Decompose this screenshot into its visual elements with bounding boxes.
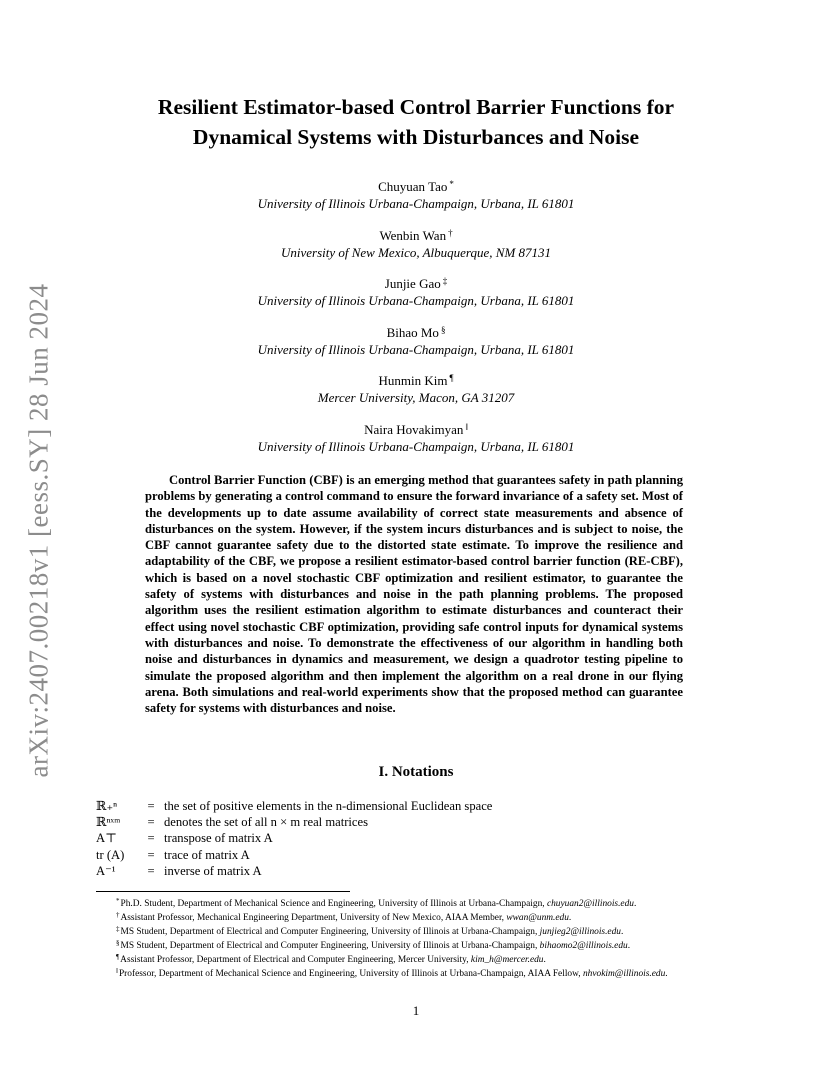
footnote-end: . — [620, 927, 624, 938]
author-affiliation: University of Illinois Urbana-Champaign, Urbana, IL 61801 — [257, 293, 575, 309]
author-name: Naira Hovakimyan — [364, 421, 464, 437]
notation-equals: = — [147, 847, 155, 862]
notation-row — [96, 863, 492, 879]
footnote-text: Assistant Professor, Mechanical Engineering Department, University of New Mexico, AIAA Member, — [120, 913, 507, 924]
notation-symbol: ℝ₊ⁿ — [96, 799, 118, 813]
notation-row — [96, 798, 492, 814]
author-footnote-mark: † — [448, 227, 453, 238]
footnote-mark: * — [116, 897, 120, 905]
notation-equals: = — [147, 863, 155, 878]
author-affiliation: University of New Mexico, Albuquerque, NM 87131 — [280, 244, 552, 260]
footnote-mark: ‖ — [116, 967, 118, 976]
author-affiliation: University of Illinois Urbana-Champaign, Urbana, IL 61801 — [257, 341, 575, 357]
page-number: 1 — [412, 1003, 420, 1018]
title-line-2: Dynamical Systems with Disturbances and Noise — [192, 125, 640, 149]
footnote-text: Ph.D. Student, Department of Mechanical Science and Engineering, University of Illinois at Urbana-Champaign, — [120, 899, 547, 909]
author-name: Junjie Gao — [384, 276, 441, 292]
author-affiliation: University of Illinois Urbana-Champaign, Urbana, IL 61801 — [257, 196, 575, 211]
author-affiliation: University of Illinois Urbana-Champaign, Urbana, IL 61801 — [257, 438, 575, 454]
footnote-end: . — [627, 941, 631, 952]
author-block — [96, 227, 736, 276]
arxiv-stamp — [14, 280, 64, 780]
author-block — [96, 324, 736, 373]
footnote-email: chuyuan2@illinois.edu — [546, 899, 634, 909]
author-block — [96, 275, 736, 324]
footnote-text: Professor, Department of Mechanical Science and Engineering, University of Illinois at Urbana-Champaign, AIAA Fellow, — [118, 969, 583, 980]
notation-equals: = — [147, 815, 155, 830]
notation-equals: = — [147, 831, 155, 846]
author-footnote-mark: ‖ — [465, 421, 468, 432]
notation-equals: = — [147, 799, 155, 813]
abstract: Control Barrier Function (CBF) is an emerging method that guarantees safety in path planning problems by generating a control command to ensure the forward invariance of a safety set. Most of the developments up to date assume availability of correct state measurements and absence of disturbances on the system. However, if the system incurs disturbances and is subject to noise, the CBF cannot guarantee safety due to the distorted state estimate. To improve the resilience and adaptability of the CBF, we propose a resilient estimator-based control barrier function (RE-CBF), which is based on a novel stochastic CBF optimization and resilient estimator, to guarantee the safety of systems with disturbances and noise in the path planning problems. The proposed algorithm uses the resilient estimation algorithm to estimate disturbances and counteract their effect using novel stochastic CBF optimization, providing safe control inputs for dynamical systems with disturbances and noise. To demonstrate the effectiveness of our algorithm in handling both noise and disturbances in dynamics and measurement, we design a quadrotor testing pipeline to simulate the proposed algorithm and then implement the algorithm on a real drone in our flying arena. Both simulations and real-world experiments show that the proposed method can guarantee safety for systems with disturbances and noise. — [145, 473, 683, 716]
notation-symbol: ℝⁿˣᵐ — [96, 815, 121, 830]
author-block — [96, 421, 736, 470]
footnote — [116, 911, 746, 925]
author-name: Wenbin Wan — [379, 227, 447, 243]
footnote-email: wwan@unm.edu — [506, 913, 569, 924]
footnote-end: . — [568, 913, 572, 924]
author-affiliation: Mercer University, Macon, GA 31207 — [317, 390, 515, 406]
author-footnote-mark: ‡ — [442, 276, 448, 287]
section-heading: I. Notations — [378, 764, 454, 780]
footnote-mark: § — [116, 939, 120, 948]
footnote-mark: ‡ — [116, 925, 120, 934]
footnote — [116, 925, 746, 939]
author-footnote-mark: § — [440, 324, 446, 335]
author-block — [96, 178, 736, 227]
footnote-divider — [96, 891, 350, 892]
footnote-end: . — [633, 899, 637, 909]
footnote-email: bihaomo2@illinois.edu — [539, 941, 628, 952]
footnote-email: kim_h@mercer.edu — [470, 955, 544, 966]
footnote-email: nhvokim@illinois.edu — [582, 969, 666, 980]
footnote-text: MS Student, Department of Electrical and Computer Engineering, University of Illinois at Urbana-Champaign, — [120, 941, 540, 952]
notation-symbol: tr (A) — [96, 847, 125, 862]
notation-table — [96, 798, 492, 879]
notation-row — [96, 814, 492, 830]
footnote-email: junjieg2@illinois.edu — [539, 927, 621, 938]
author-name: Bihao Mo — [386, 324, 439, 340]
author-name: Chuyuan Tao — [378, 179, 448, 194]
author-name: Hunmin Kim — [378, 373, 448, 389]
notation-definition: the set of positive elements in the n-dimensional Euclidean space — [164, 799, 493, 813]
footnote-mark: † — [116, 911, 120, 920]
footnotes — [116, 897, 746, 982]
notation-row — [96, 830, 492, 846]
notation-symbol: A⁻¹ — [96, 863, 116, 878]
notation-definition: inverse of matrix A — [164, 863, 262, 878]
notation-definition: trace of matrix A — [164, 847, 250, 862]
paper-title — [96, 92, 736, 152]
arxiv-identifier: arXiv:2407.00218v1 [eess.SY] 28 Jun 2024 — [23, 283, 54, 777]
author-footnote-mark: ¶ — [449, 373, 454, 384]
title-line-1: Resilient Estimator-based Control Barrier Functions for — [157, 95, 675, 119]
footnote-text: MS Student, Department of Electrical and Computer Engineering, University of Illinois at Urbana-Champaign, — [120, 927, 540, 938]
notation-definition: transpose of matrix A — [164, 831, 273, 846]
author-block — [96, 372, 736, 421]
footnote-mark: ¶ — [116, 953, 120, 962]
author-footnote-mark: * — [449, 179, 454, 189]
author-list — [96, 178, 736, 470]
footnote — [116, 939, 746, 953]
footnote-end: . — [543, 955, 546, 966]
footnote-end: . — [665, 969, 668, 980]
footnote — [116, 967, 746, 981]
footnote — [116, 953, 746, 967]
notation-row — [96, 847, 492, 863]
footnote — [116, 897, 746, 911]
footnote-text: Assistant Professor, Department of Electrical and Computer Engineering, Mercer University, — [120, 955, 471, 966]
notation-definition: denotes the set of all n × m real matrices — [164, 815, 368, 830]
notation-symbol: A⊤ — [96, 831, 117, 846]
